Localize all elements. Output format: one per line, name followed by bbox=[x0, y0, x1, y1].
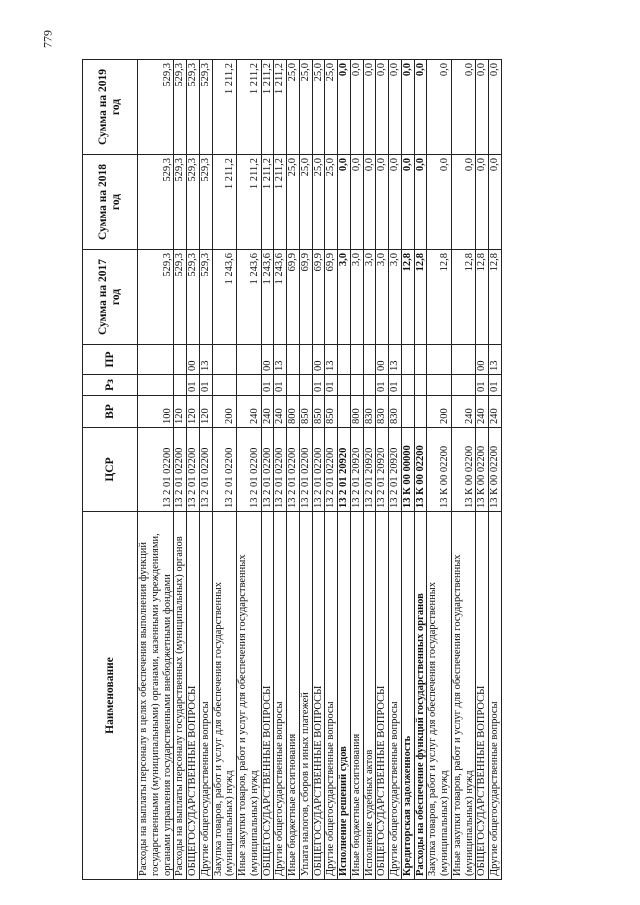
table-row bbox=[414, 60, 427, 880]
header-sum-2018: Сумма на 2018 год bbox=[83, 155, 138, 250]
cell-vr: 830 bbox=[389, 396, 402, 428]
cell-pr bbox=[299, 345, 312, 375]
cell-csr: 13 2 01 02200 bbox=[187, 428, 200, 512]
cell-y2018: 25,0 bbox=[325, 155, 338, 250]
table-row bbox=[287, 60, 300, 880]
cell-csr: 13 К 00 00000 bbox=[401, 428, 414, 512]
table-row bbox=[261, 60, 274, 880]
cell-y2019: 529,3 bbox=[138, 60, 174, 155]
cell-csr: 13 К 00 02200 bbox=[414, 428, 427, 512]
cell-y2018: 529,3 bbox=[138, 155, 174, 250]
cell-y2017: 1 243,6 bbox=[274, 250, 287, 345]
cell-y2019: 0,0 bbox=[338, 60, 351, 155]
table-row bbox=[138, 60, 174, 880]
cell-vr: 120 bbox=[199, 396, 212, 428]
cell-vr: 240 bbox=[274, 396, 287, 428]
cell-rz: 01 bbox=[389, 375, 402, 396]
cell-csr: 13 2 01 02200 bbox=[212, 428, 237, 512]
table-row bbox=[338, 60, 351, 880]
table-row bbox=[237, 60, 262, 880]
cell-y2019: 0,0 bbox=[489, 60, 502, 155]
cell-name: Иные бюджетные ассигнования bbox=[350, 512, 363, 880]
header-sum-2017: Сумма на 2017 год bbox=[83, 250, 138, 345]
cell-y2017: 12,8 bbox=[401, 250, 414, 345]
cell-vr bbox=[401, 396, 414, 428]
cell-vr: 830 bbox=[363, 396, 376, 428]
cell-csr: 13 2 01 02200 bbox=[287, 428, 300, 512]
header-csr: ЦСР bbox=[83, 428, 138, 512]
cell-csr: 13 К 00 02200 bbox=[427, 428, 452, 512]
cell-vr: 200 bbox=[212, 396, 237, 428]
cell-name: Расходы на выплаты персоналу государственных (муниципальных) органов bbox=[174, 512, 187, 880]
cell-pr: 00 bbox=[376, 345, 389, 375]
cell-vr bbox=[338, 396, 351, 428]
cell-y2019: 0,0 bbox=[363, 60, 376, 155]
cell-y2017: 69,9 bbox=[312, 250, 325, 345]
cell-csr: 13 2 01 02200 bbox=[325, 428, 338, 512]
cell-vr: 850 bbox=[299, 396, 312, 428]
cell-name: ОБЩЕГОСУДАРСТВЕННЫЕ ВОПРОСЫ bbox=[261, 512, 274, 880]
cell-pr bbox=[451, 345, 476, 375]
cell-y2019: 0,0 bbox=[451, 60, 476, 155]
cell-vr: 240 bbox=[237, 396, 262, 428]
cell-y2017: 69,9 bbox=[299, 250, 312, 345]
cell-rz: 01 bbox=[489, 375, 502, 396]
cell-vr: 120 bbox=[174, 396, 187, 428]
cell-vr: 240 bbox=[489, 396, 502, 428]
cell-name: Закупка товаров, работ и услуг для обеспечения государственных (муниципальных) нужд bbox=[212, 512, 237, 880]
cell-y2019: 529,3 bbox=[199, 60, 212, 155]
cell-pr bbox=[138, 345, 174, 375]
cell-name: ОБЩЕГОСУДАРСТВЕННЫЕ ВОПРОСЫ bbox=[376, 512, 389, 880]
cell-csr: 13 К 00 02200 bbox=[489, 428, 502, 512]
cell-y2019: 0,0 bbox=[350, 60, 363, 155]
cell-csr: 13 2 01 02200 bbox=[174, 428, 187, 512]
cell-y2017: 12,8 bbox=[489, 250, 502, 345]
cell-vr: 240 bbox=[476, 396, 489, 428]
table-row bbox=[312, 60, 325, 880]
cell-vr: 240 bbox=[261, 396, 274, 428]
cell-pr: 13 bbox=[199, 345, 212, 375]
cell-name: Расходы на выплаты персоналу в целях обеспечения выполнения функций государственными (муниципальными) органами, казенными учреждениями, органами управления государственными внебюджетными фондами bbox=[138, 512, 174, 880]
cell-rz: 01 bbox=[476, 375, 489, 396]
cell-pr: 00 bbox=[261, 345, 274, 375]
cell-name: Закупка товаров, работ и услуг для обеспечения государственных (муниципальных) нужд bbox=[427, 512, 452, 880]
cell-pr: 13 bbox=[325, 345, 338, 375]
header-sum-2019: Сумма на 2019 год bbox=[83, 60, 138, 155]
cell-y2019: 529,3 bbox=[174, 60, 187, 155]
cell-y2018: 0,0 bbox=[350, 155, 363, 250]
cell-pr bbox=[287, 345, 300, 375]
cell-rz bbox=[350, 375, 363, 396]
cell-y2017: 3,0 bbox=[389, 250, 402, 345]
cell-name: Расходы на обеспечение функций государственных органов bbox=[414, 512, 427, 880]
cell-rz: 01 bbox=[187, 375, 200, 396]
cell-y2019: 25,0 bbox=[287, 60, 300, 155]
cell-vr: 100 bbox=[138, 396, 174, 428]
cell-rz: 01 bbox=[376, 375, 389, 396]
cell-y2018: 0,0 bbox=[451, 155, 476, 250]
cell-csr: 13 2 01 02200 bbox=[237, 428, 262, 512]
cell-csr: 13 К 00 02200 bbox=[476, 428, 489, 512]
cell-name: Исполнение судебных актов bbox=[363, 512, 376, 880]
table-header-row bbox=[83, 60, 138, 880]
cell-rz: 01 bbox=[199, 375, 212, 396]
cell-vr: 240 bbox=[451, 396, 476, 428]
header-name: Наименование bbox=[83, 512, 138, 880]
cell-rz bbox=[212, 375, 237, 396]
cell-pr bbox=[427, 345, 452, 375]
cell-rz bbox=[414, 375, 427, 396]
cell-y2017: 1 243,6 bbox=[212, 250, 237, 345]
cell-vr: 800 bbox=[350, 396, 363, 428]
table-row bbox=[451, 60, 476, 880]
cell-y2019: 0,0 bbox=[376, 60, 389, 155]
cell-y2018: 1 211,2 bbox=[237, 155, 262, 250]
cell-csr: 13 2 01 02200 bbox=[274, 428, 287, 512]
cell-pr: 13 bbox=[389, 345, 402, 375]
cell-vr: 200 bbox=[427, 396, 452, 428]
cell-y2019: 0,0 bbox=[401, 60, 414, 155]
cell-name: Другие общегосударственные вопросы bbox=[325, 512, 338, 880]
cell-y2018: 529,3 bbox=[199, 155, 212, 250]
cell-csr: 13 К 00 02200 bbox=[451, 428, 476, 512]
cell-y2019: 1 211,2 bbox=[261, 60, 274, 155]
table-row bbox=[363, 60, 376, 880]
cell-y2018: 0,0 bbox=[414, 155, 427, 250]
cell-csr: 13 2 01 20920 bbox=[363, 428, 376, 512]
cell-y2019: 529,3 bbox=[187, 60, 200, 155]
cell-y2019: 1 211,2 bbox=[237, 60, 262, 155]
cell-name: Уплата налогов, сборов и иных платежей bbox=[299, 512, 312, 880]
table-row bbox=[187, 60, 200, 880]
cell-y2018: 529,3 bbox=[187, 155, 200, 250]
cell-y2019: 0,0 bbox=[414, 60, 427, 155]
cell-y2018: 0,0 bbox=[401, 155, 414, 250]
cell-csr: 13 2 01 02200 bbox=[199, 428, 212, 512]
cell-y2019: 0,0 bbox=[476, 60, 489, 155]
cell-name: Исполнение решений судов bbox=[338, 512, 351, 880]
cell-name: ОБЩЕГОСУДАРСТВЕННЫЕ ВОПРОСЫ bbox=[187, 512, 200, 880]
cell-y2018: 529,3 bbox=[174, 155, 187, 250]
cell-y2017: 3,0 bbox=[376, 250, 389, 345]
cell-vr bbox=[414, 396, 427, 428]
cell-pr bbox=[212, 345, 237, 375]
table-row bbox=[489, 60, 502, 880]
table-row bbox=[350, 60, 363, 880]
cell-name: Иные бюджетные ассигнования bbox=[287, 512, 300, 880]
cell-pr bbox=[401, 345, 414, 375]
cell-pr bbox=[350, 345, 363, 375]
cell-y2018: 0,0 bbox=[363, 155, 376, 250]
table-row bbox=[427, 60, 452, 880]
cell-y2018: 0,0 bbox=[476, 155, 489, 250]
cell-y2017: 12,8 bbox=[427, 250, 452, 345]
cell-rz bbox=[451, 375, 476, 396]
budget-table bbox=[82, 59, 502, 880]
cell-name: Иные закупки товаров, работ и услуг для обеспечения государственных (муниципальных) нужд bbox=[451, 512, 476, 880]
cell-y2019: 25,0 bbox=[312, 60, 325, 155]
cell-csr: 13 2 01 02200 bbox=[312, 428, 325, 512]
cell-csr: 13 2 01 20920 bbox=[376, 428, 389, 512]
cell-rz bbox=[299, 375, 312, 396]
cell-y2017: 12,8 bbox=[476, 250, 489, 345]
cell-y2017: 1 243,6 bbox=[261, 250, 274, 345]
cell-rz bbox=[427, 375, 452, 396]
cell-y2018: 1 211,2 bbox=[261, 155, 274, 250]
page-number: 779 bbox=[40, 30, 55, 48]
cell-pr: 00 bbox=[187, 345, 200, 375]
header-pr: ПР bbox=[83, 345, 138, 375]
cell-pr bbox=[363, 345, 376, 375]
cell-y2019: 0,0 bbox=[427, 60, 452, 155]
cell-vr: 850 bbox=[312, 396, 325, 428]
cell-y2018: 1 211,2 bbox=[212, 155, 237, 250]
cell-vr: 850 bbox=[325, 396, 338, 428]
cell-name: Иные закупки товаров, работ и услуг для обеспечения государственных (муниципальных) нужд bbox=[237, 512, 262, 880]
cell-pr: 00 bbox=[312, 345, 325, 375]
header-vr: ВР bbox=[83, 396, 138, 428]
cell-y2017: 12,8 bbox=[451, 250, 476, 345]
rotated-page-content bbox=[82, 60, 572, 880]
cell-y2018: 25,0 bbox=[312, 155, 325, 250]
cell-name: Кредиторская задолженность bbox=[401, 512, 414, 880]
cell-y2019: 25,0 bbox=[325, 60, 338, 155]
cell-y2019: 1 211,2 bbox=[274, 60, 287, 155]
cell-pr bbox=[237, 345, 262, 375]
cell-y2018: 25,0 bbox=[299, 155, 312, 250]
cell-y2017: 529,3 bbox=[138, 250, 174, 345]
cell-pr bbox=[174, 345, 187, 375]
cell-name: Другие общегосударственные вопросы bbox=[389, 512, 402, 880]
table-row bbox=[401, 60, 414, 880]
cell-name: Другие общегосударственные вопросы bbox=[274, 512, 287, 880]
cell-pr: 13 bbox=[274, 345, 287, 375]
cell-y2017: 3,0 bbox=[363, 250, 376, 345]
cell-name: ОБЩЕГОСУДАРСТВЕННЫЕ ВОПРОСЫ bbox=[312, 512, 325, 880]
cell-y2017: 529,3 bbox=[199, 250, 212, 345]
cell-vr: 800 bbox=[287, 396, 300, 428]
cell-y2017: 3,0 bbox=[350, 250, 363, 345]
cell-rz: 01 bbox=[274, 375, 287, 396]
cell-rz: 01 bbox=[261, 375, 274, 396]
cell-rz bbox=[138, 375, 174, 396]
cell-y2018: 1 211,2 bbox=[274, 155, 287, 250]
cell-y2019: 25,0 bbox=[299, 60, 312, 155]
cell-y2017: 3,0 bbox=[338, 250, 351, 345]
table-row bbox=[174, 60, 187, 880]
table-row bbox=[325, 60, 338, 880]
cell-rz: 01 bbox=[325, 375, 338, 396]
cell-name: Другие общегосударственные вопросы bbox=[489, 512, 502, 880]
cell-rz: 01 bbox=[312, 375, 325, 396]
table-row bbox=[199, 60, 212, 880]
header-rz: Рз bbox=[83, 375, 138, 396]
cell-name: Другие общегосударственные вопросы bbox=[199, 512, 212, 880]
cell-csr: 13 2 01 02200 bbox=[261, 428, 274, 512]
table-row bbox=[274, 60, 287, 880]
cell-rz bbox=[363, 375, 376, 396]
cell-pr: 13 bbox=[489, 345, 502, 375]
cell-y2017: 529,3 bbox=[187, 250, 200, 345]
cell-rz bbox=[174, 375, 187, 396]
table-body bbox=[138, 60, 502, 880]
table-row bbox=[476, 60, 489, 880]
table-row bbox=[376, 60, 389, 880]
cell-rz bbox=[338, 375, 351, 396]
cell-csr: 13 2 01 02200 bbox=[138, 428, 174, 512]
cell-y2019: 0,0 bbox=[389, 60, 402, 155]
cell-csr: 13 2 01 20920 bbox=[338, 428, 351, 512]
cell-y2018: 0,0 bbox=[338, 155, 351, 250]
cell-pr: 00 bbox=[476, 345, 489, 375]
cell-y2017: 69,9 bbox=[287, 250, 300, 345]
cell-y2017: 529,3 bbox=[174, 250, 187, 345]
table-row bbox=[212, 60, 237, 880]
cell-y2017: 12,8 bbox=[414, 250, 427, 345]
table-row bbox=[299, 60, 312, 880]
cell-rz bbox=[401, 375, 414, 396]
cell-y2018: 0,0 bbox=[427, 155, 452, 250]
table-row bbox=[389, 60, 402, 880]
cell-y2019: 1 211,2 bbox=[212, 60, 237, 155]
cell-csr: 13 2 01 20920 bbox=[389, 428, 402, 512]
cell-csr: 13 2 01 02200 bbox=[299, 428, 312, 512]
cell-y2018: 0,0 bbox=[389, 155, 402, 250]
cell-name: ОБЩЕГОСУДАРСТВЕННЫЕ ВОПРОСЫ bbox=[476, 512, 489, 880]
cell-y2018: 25,0 bbox=[287, 155, 300, 250]
cell-y2018: 0,0 bbox=[376, 155, 389, 250]
cell-vr: 830 bbox=[376, 396, 389, 428]
cell-pr bbox=[414, 345, 427, 375]
cell-vr: 120 bbox=[187, 396, 200, 428]
cell-rz bbox=[287, 375, 300, 396]
cell-rz bbox=[237, 375, 262, 396]
cell-csr: 13 2 01 20920 bbox=[350, 428, 363, 512]
cell-y2017: 69,9 bbox=[325, 250, 338, 345]
cell-y2018: 0,0 bbox=[489, 155, 502, 250]
cell-pr bbox=[338, 345, 351, 375]
cell-y2017: 1 243,6 bbox=[237, 250, 262, 345]
